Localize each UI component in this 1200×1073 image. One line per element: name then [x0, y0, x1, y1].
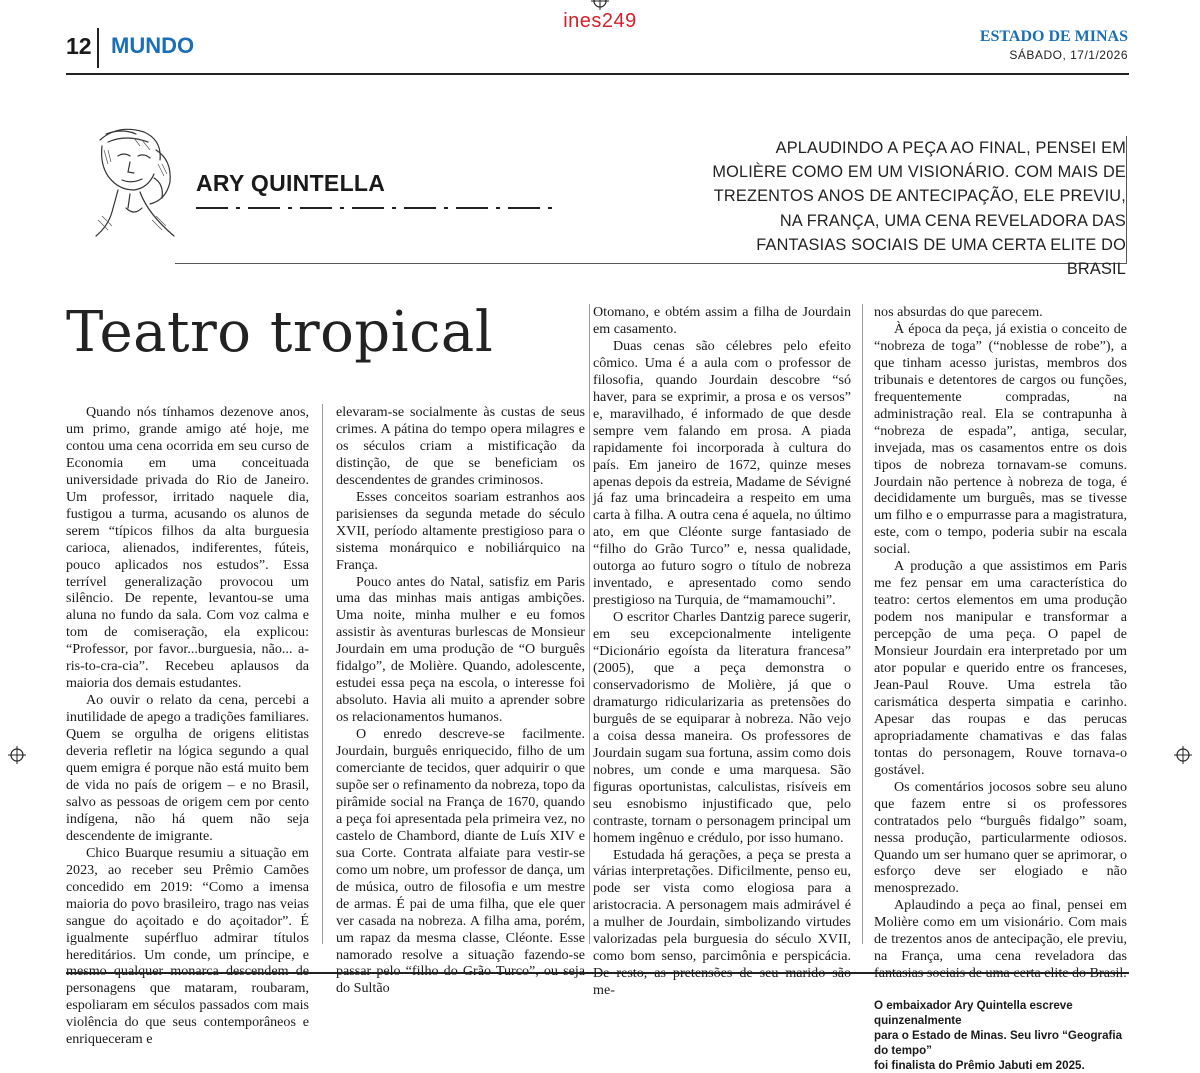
header-rule	[66, 73, 1129, 75]
paragraph: Os comentários jocosos sobre seu aluno que fazem entre si os professores contratados pelo “burguês fidalgo” soam, nessa produção, particularmente odiosos. Quando um ser humano quer se aprimorar, o esforço deve ser elogiado e não menosprezado.	[874, 778, 1127, 897]
pull-quote: APLAUDINDO A PEÇA AO FINAL, PENSEI EM MOLIÈRE COMO EM UM VISIONÁRIO. COM MAIS DE TREZENTOS ANOS DE ANTECIPAÇÃO, ELE PREVIU, NA FRANÇA, UMA CENA REVELADORA DAS FANTASIAS SOCIAIS DE UMA CERTA ELITE DO BRASIL	[712, 139, 1126, 279]
footer-rule	[66, 972, 1129, 974]
paragraph: nos absurdas do que parecem.	[874, 304, 1043, 320]
author-bio	[874, 998, 1127, 1073]
registration-mark-left	[8, 746, 26, 764]
watermark-text: ines249	[563, 10, 637, 32]
paragraph: Estudada há gerações, a peça se presta a várias interpretações. Dificilmente, penso eu, pode ser vista como elogiosa para a aristocracia. A personagem mais admirável é a mulher de Jourdain, simbolizando virtudes valorizadas pela burguesia do século XVII, como bom senso, parcimônia e perspicácia. me-	[593, 846, 851, 999]
paragraph: A produção a que assistimos em Paris me fez pensar em uma característica do teatro: certos elementos em uma produção podem nos manipular e transformar a percepção de uma peça. O papel de Monsieur Jourdain era interpretado por um ator popular e querido entre os franceses, Jean-Paul Rouve. Uma estrela tão carismática desperta simpatia e carinho. Apesar das roupas e das perucas apropriadamente chamativas e das falas tontas do personagem, Rouve tornava-o gostável.	[874, 558, 1127, 778]
column-gutter	[322, 404, 323, 944]
paragraph: Esses conceitos soariam estranhos aos parisienses da segunda metade do século XVII, período altamente prestigioso para o sistema monárquico e nobiliárquico na França.	[336, 488, 585, 573]
article-column-3	[593, 304, 851, 999]
paragraph: Ao ouvir o relato da cena, percebi a inutilidade de apego a tradições familiares. Quem se orgulha de origens elitistas deveria refletir na lógica segundo a qual quem emigra é porque não está muito bem de vida no país de origem – e no Brasil, salvo as pessoas de origem cem por cento indígena, não há quem não seja descendente de imigrante.	[66, 692, 309, 844]
page-number: 12	[66, 33, 92, 59]
paragraph: Pouco antes do Natal, satisfiz em Paris uma das minhas mais antigas ambições. Uma noite, minha mulher e eu fomos assistir às aventuras burlescas de Monsieur Jourdain em uma produção de “O burguês fidalgo”, de Molière. Quando, adolescente, estudei essa peça na escola, o interesse foi absoluto. Havia ali muito a aprender sobre os relacionamentos humanos.	[336, 573, 585, 726]
column-gutter	[589, 304, 590, 944]
paragraph: O enredo descreve-se facilmente. Jourdain, burguês enriquecido, filho de um comerciante de tecidos, quer adquirir o que supõe ser o refinamento da nobreza, topo da pirâmide social na França de 1670, quando a peça foi apresentada pela primeira vez, no castelo de Chambord, diante de Luís XIV e sua Corte. Contrata alfaiate para vestir-se como um nobre, um professor de dança, um de música, outro de filosofia e um mestre de armas. É pai de uma filha, que ele quer ver casada na nobreza. A filha ama, porém, um rapaz da mesma classe, Cléonte. Esse namorado resolve a situação fazendo-se do Sultão	[336, 726, 585, 997]
paragraph: Otomano, e obtém assim a filha de Jourdain em casamento.	[593, 304, 851, 337]
section-title: MUNDO	[111, 33, 195, 58]
author-bio-line: para o Estado de Minas. Seu livro “Geografia do tempo”	[874, 1029, 1123, 1058]
header-divider	[97, 28, 99, 68]
author-bio-line: O embaixador Ary Quintella escreve quinzenalmente	[874, 999, 1073, 1028]
paragraph: Duas cenas são célebres pelo efeito cômico. Uma é a aula com o professor de filosofia, quando Jourdain descobre “só haver, para se exprimir, a prosa e os versos” e, maravilhado, é informado de que desde sempre vem falando em prosa. A piada rapidamente foi incorporada à cultura do país. Em janeiro de 1672, quinze meses apenas depois da estreia, Madame de Sévigné já faz uma brincadeira a respeito em uma carta à filha. A outra cena é aquela, no último ato, em que Cléonte surge fantasiado de “filho do Grão Turco” e, nessa qualidade, outorga ao futuro sogro o título de nobreza inventado, e apresentado como sendo prestigioso na Turquia, de “mamamouchi”.	[593, 337, 851, 609]
article-column-4	[874, 304, 1127, 1073]
paragraph: Quando nós tínhamos dezenove anos, um primo, grande amigo até hoje, me contou uma cena ocorrida em seu curso de Economia em uma conceituada universidade privada do Rio de Janeiro. Um professor, irritado naquele dia, fustigou a turma, acusando os alunos de serem “típicos filhos da alta burguesia carioca, alienados, indiferentes, fúteis, pouco aplicados nos estudos”. Essa terrível generalização provocou um silêncio. De repente, levantou-se uma aluna no fundo da sala. Com voz calma e tom de comiseração, ela explicou: “Professor, por favor...burguesia, não... a-ris-to-cra-cia”. Recebeu aplausos da maioria dos demais estudantes.	[66, 404, 309, 692]
crosshair-icon	[591, 0, 609, 10]
column-gutter	[862, 304, 863, 944]
registration-mark-top	[591, 0, 609, 10]
author-name: ARY QUINTELLA	[196, 170, 386, 196]
article-column-1	[66, 404, 309, 1048]
newspaper-name: ESTADO DE MINAS	[979, 28, 1128, 45]
paragraph: O escritor Charles Dantzig parece sugerir, em seu excepcionalmente inteligente “Dicionário egoísta da literatura francesa” (2005), que a peça demonstra o conservadorismo de Molière, já que o dramaturgo ridicularizaria as pretensões do burguês de se equiparar à nobreza. Não vejo a coisa dessa maneira. Os professores de Jourdain sugam sua fortuna, assim como dois nobres, um conde e uma marquesa. São figuras oportunistas, calculistas, risíveis em seu esnobismo injustificado que, pelo contraste, tornam o personagem principal um homem ingênuo e crédulo, por isso humano.	[593, 609, 851, 846]
crosshair-icon	[1174, 746, 1192, 764]
author-portrait-illustration	[78, 120, 188, 240]
article-column-2	[336, 404, 585, 997]
paragraph: Aplaudindo a peça ao final, pensei em Molière como em um visionário. Com mais de trezentos anos de antecipação, ele previu, na França, uma cena reveladora das	[874, 897, 1127, 965]
issue-date: SÁBADO, 17/1/2026	[1009, 48, 1128, 62]
paragraph: Chico Buarque resumiu a situação em 2023, ao receber seu Prêmio Camões concedido em 2019: “Como a imensa maioria do povo brasileiro, trago nas veias sangue do açoitado e do açoitador”. É igualmente supérfluo admirar títulos hereditários. Um conde, um príncipe, e personagens que mataram, roubaram, espoliaram em séculos passados com mais violência do que seus contemporâneos e enriqueceram e	[66, 844, 309, 1048]
paragraph: À época da peça, já existia o conceito de “nobreza de toga” (“noblesse de robe”), a que tinham acesso juristas, membros dos tribunais e detentores de cargos ou funções, frequentemente compradas, na administração real. Ela se contrapunha à “nobreza de espada”, antiga, secular, invejada, mas os casamentos entre os dois tipos de nobreza tornavam-se comuns. Jourdain não pertence à nobreza de toga, é decididamente um burguês, mas se tivesse um filho e o empurrasse para a magistratura, este, com o tempo, poderia subir na escala social.	[874, 320, 1127, 558]
registration-mark-right	[1174, 746, 1192, 764]
author-bio-line: foi finalista do Prêmio Jabuti em 2025.	[874, 1059, 1085, 1073]
crosshair-icon	[8, 746, 26, 764]
paragraph: elevaram-se socialmente às custas de seus crimes. A pátina do tempo opera milagres e os séculos criam a mistificação da distinção, de que se beneficiam os descendentes de grandes criminosos.	[336, 404, 585, 488]
article-headline: Teatro tropical	[66, 300, 494, 365]
